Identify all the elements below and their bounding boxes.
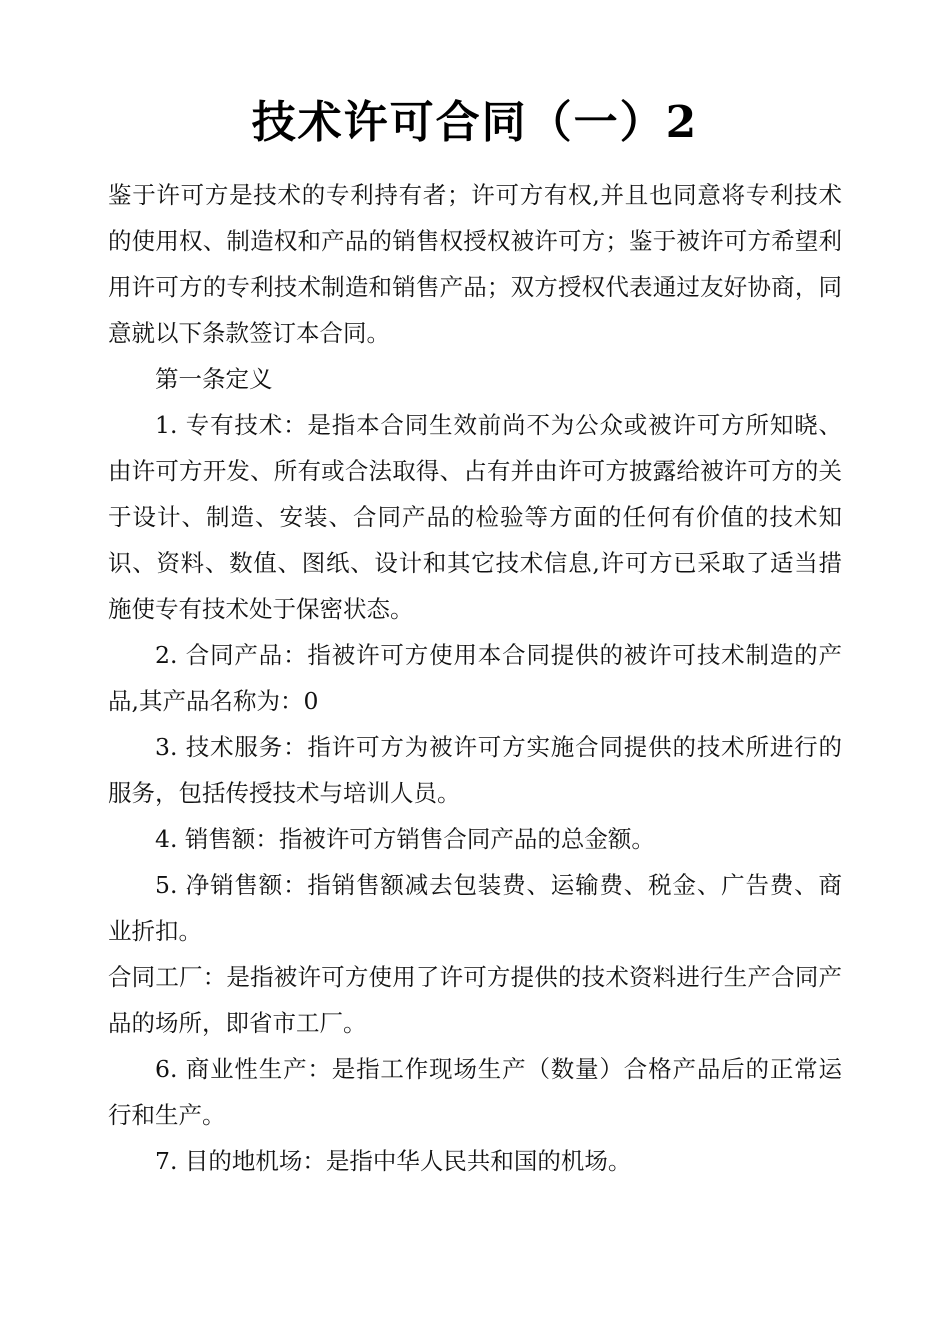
- paragraph: 5. 净销售额：指销售额减去包装费、运输费、税金、广告费、商业折扣。: [108, 871, 842, 945]
- paragraph: 第一条定义: [155, 365, 273, 393]
- document-title: 技术许可合同（一）2: [251, 97, 699, 148]
- paragraph: 3. 技术服务：指许可方为被许可方实施合同提供的技术所进行的服务，包括传授技术与培训人员。: [108, 733, 842, 807]
- document-body: [108, 172, 842, 1184]
- paragraph: 鉴于许可方是技术的专利持有者；许可方有权,并且也同意将专利技术的使用权、制造权和产品的销售权授权被许可方；鉴于被许可方希望利用许可方的专利技术制造和销售产品；双方授权代表通过友好协商，同意就以下条款签订本合同。: [108, 181, 842, 347]
- paragraph: 6. 商业性生产：是指工作现场生产（数量）合格产品后的正常运行和生产。: [108, 1055, 842, 1129]
- paragraph: 2. 合同产品：指被许可方使用本合同提供的被许可技术制造的产品,其产品名称为：0: [108, 641, 842, 715]
- paragraph: 7. 目的地机场：是指中华人民共和国的机场。: [155, 1147, 632, 1175]
- paragraph: 合同工厂：是指被许可方使用了许可方提供的技术资料进行生产合同产品的场所，即省市工厂。: [108, 963, 842, 1037]
- paragraph: 1. 专有技术：是指本合同生效前尚不为公众或被许可方所知晓、由许可方开发、所有或合法取得、占有并由许可方披露给被许可方的关于设计、制造、安装、合同产品的检验等方面的任何有价值的技术知识、资料、数值、图纸、设计和其它技术信息,许可方已采取了适当措施使专有技术处于保密状态。: [108, 411, 842, 623]
- paragraph: 4. 销售额：指被许可方销售合同产品的总金额。: [155, 825, 655, 853]
